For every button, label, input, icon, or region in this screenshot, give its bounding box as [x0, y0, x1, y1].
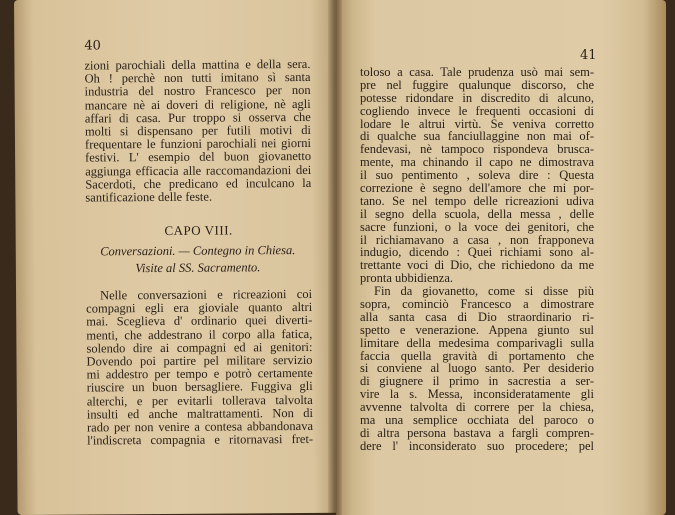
- text-line: vire la s. Messa, inconsideratamente gli: [360, 387, 594, 402]
- paragraph: [84, 58, 311, 205]
- text-line: solendo dire ai compagni ed ai genitori:: [86, 339, 313, 356]
- chapter-subtitle: [80, 242, 316, 278]
- text-line: di giugnere il primo in sacrestia a ser-: [360, 374, 594, 389]
- text-line: zioni parochiali della mattina e della sera.: [84, 56, 311, 73]
- text-line: spetto e venerazione. Appena giunto sul: [360, 322, 594, 337]
- text-line: il segno della scuola, della messa , delle: [360, 206, 594, 221]
- subtitle-line: Visite al SS. Sacramento.: [135, 260, 261, 276]
- text-line: festivi. L' esempio del buon giovanetto: [85, 149, 312, 165]
- text-line: potesse ridondare in discredito di alcuno,: [360, 90, 594, 105]
- text-line: mai. Sceglieva d' ordinario quei diverti-: [86, 313, 313, 329]
- text-line: tano. Se nel tempo delle ricreazioni udiva: [360, 193, 594, 208]
- text-line: riuscire un buon bersagliere. Fuggiva gli: [86, 379, 313, 395]
- text-line: di altra persona bastava a fargli compren-: [360, 425, 594, 440]
- text-line: Dovendo poi partire pel militare servizio: [86, 352, 313, 369]
- paragraph: [86, 288, 313, 448]
- text-line: mi addestro per tempo e potrò certamente: [86, 366, 313, 382]
- text-line: toloso a casa. Tale prudenza usò mai sem-: [360, 65, 594, 79]
- text-line: limitare della medesima comparivagli sulla: [360, 335, 594, 350]
- left-page: [14, 0, 340, 515]
- text-line: molti si dispensano per futili motivi di: [84, 122, 311, 139]
- right-page: [336, 0, 666, 515]
- text-line: Nelle conversazioni e ricreazioni coi: [100, 286, 313, 303]
- text-line: correzione è segno dell'amore che mi por-: [360, 181, 594, 196]
- text-line: insulti ed anche maltrattamenti. Non di: [86, 405, 313, 422]
- text-line: rado per non venire a contesa abbandonava: [86, 418, 314, 435]
- text-line: faccia quella gravità di portamento che: [360, 348, 594, 363]
- text-line: compagni egli era gioviale quanto altri: [86, 300, 313, 316]
- text-line: frequentare le funzioni parochiali nei giorni: [84, 136, 312, 152]
- text-line: pre nel fuggire qualunque discorso, che: [360, 77, 594, 92]
- book-gutter: [328, 0, 342, 515]
- text-line: l'indiscreta compagnia e ritornavasi fret-: [87, 431, 314, 448]
- text-line: indugio, dicendo : Quei richiami sono al-: [360, 245, 594, 260]
- text-line: santificazione delle feste.: [85, 189, 213, 205]
- text-line: aggiunga efficacia alle raccomandazioni dei: [85, 162, 312, 179]
- text-line: menti, che addestrano il corpo alla fatica,: [86, 326, 313, 343]
- text-line: di qualche sua fanciullaggine non mai of-: [360, 129, 594, 144]
- page-text: [360, 66, 594, 453]
- page-number: 40: [84, 38, 101, 54]
- text-line: si conviene al luogo santo. Per desiderio: [360, 361, 594, 376]
- chapter-title: CAPO VIII.: [164, 222, 233, 238]
- subtitle-line: Conversazioni. — Contegno in Chiesa.: [100, 243, 296, 259]
- text-line: affari di casa. Pur troppo si osserva che: [84, 109, 311, 126]
- text-line: ma una semplice occhiata del paroco o: [360, 413, 594, 428]
- text-line: pronta ubbidienza.: [360, 271, 454, 286]
- page-number: 41: [580, 48, 597, 63]
- text-line: cogliendo invece le frequenti occasioni di: [360, 103, 594, 118]
- text-line: mancare nè ai doveri di religione, nè agli: [84, 96, 311, 113]
- text-line: avvenne talvolta di correre per la chiesa,: [360, 400, 594, 415]
- text-line: il suo pentimento , soleva dire : Questa: [360, 168, 594, 183]
- text-line: fendevasi, nè tampoco rispondeva brusca-: [360, 142, 594, 157]
- text-line: trettante voci di Dio, che richiedono da me: [360, 258, 594, 273]
- text-line: alterchi, e per evitarli tollerava talvolta: [86, 392, 313, 409]
- text-line: mente, ma chinando il capo ne dimostrava: [360, 155, 594, 170]
- text-line: industria del nostro Francesco per non: [84, 83, 311, 99]
- text-line: sopra, cominciò Francesco a dimostrare: [360, 297, 594, 312]
- text-line: Sacerdoti, che predicano ed inculcano la: [85, 175, 312, 192]
- text-line: Oh ! perchè non tutti imitano sì santa: [84, 70, 311, 86]
- text-line: alla santa casa di Dio straordinario ri-: [360, 309, 594, 324]
- text-line: il richiamavano a casa , non frapponeva: [360, 232, 594, 247]
- text-line: sacre funzioni, o la voce dei genitori, che: [360, 219, 594, 234]
- text-line: lodare le altrui virtù. Se veniva corretto: [360, 116, 594, 131]
- text-line: dere l' inconsiderato suo procedere; pel: [360, 438, 594, 453]
- text-line: Fin da giovanetto, come si disse più: [374, 284, 594, 299]
